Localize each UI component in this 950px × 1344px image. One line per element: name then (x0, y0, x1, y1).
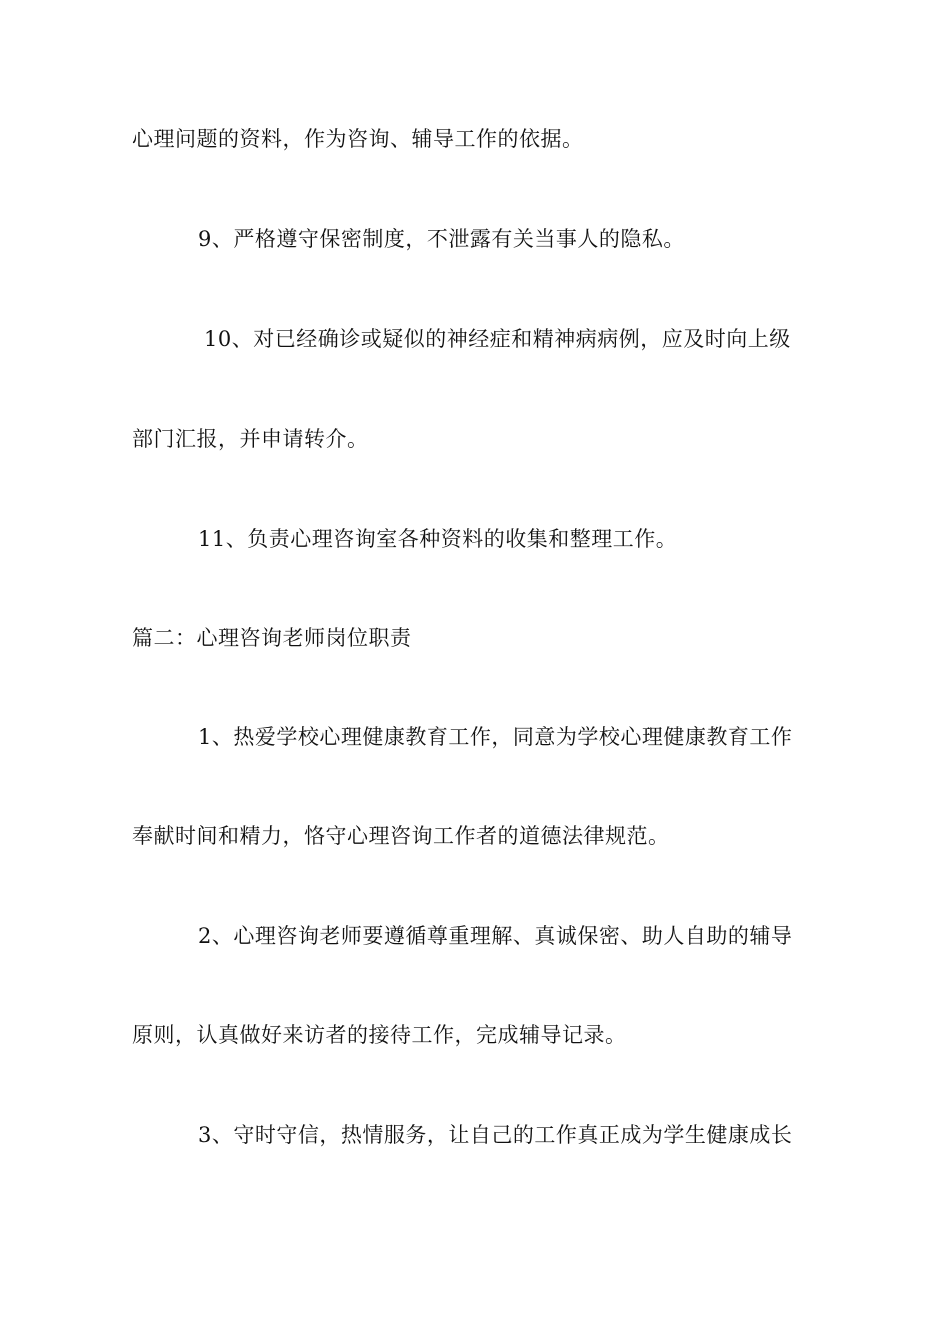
paragraph-line: 1、热爱学校心理健康教育工作，同意为学校心理健康教育工作 (198, 725, 793, 749)
paragraph-line: 部门汇报，并申请转介。 (132, 427, 369, 451)
paragraph-line: 原则，认真做好来访者的接待工作，完成辅导记录。 (132, 1023, 627, 1047)
paragraph-line: 奉献时间和精力，恪守心理咨询工作者的道德法律规范。 (132, 824, 670, 848)
paragraph-line: 3、守时守信，热情服务，让自己的工作真正成为学生健康成长 (198, 1123, 793, 1147)
paragraph-line: 9、严格遵守保密制度，不泄露有关当事人的隐私。 (198, 227, 685, 251)
section-heading: 篇二：心理咨询老师岗位职责 (132, 626, 412, 650)
paragraph-line: 心理问题的资料，作为咨询、辅导工作的依据。 (132, 127, 584, 151)
paragraph-line: 2、心理咨询老师要遵循尊重理解、真诚保密、助人自助的辅导 (198, 924, 793, 948)
paragraph-line: 10、对已经确诊或疑似的神经症和精神病病例，应及时向上级 (204, 327, 791, 351)
paragraph-line: 11、负责心理咨询室各种资料的收集和整理工作。 (198, 527, 678, 551)
